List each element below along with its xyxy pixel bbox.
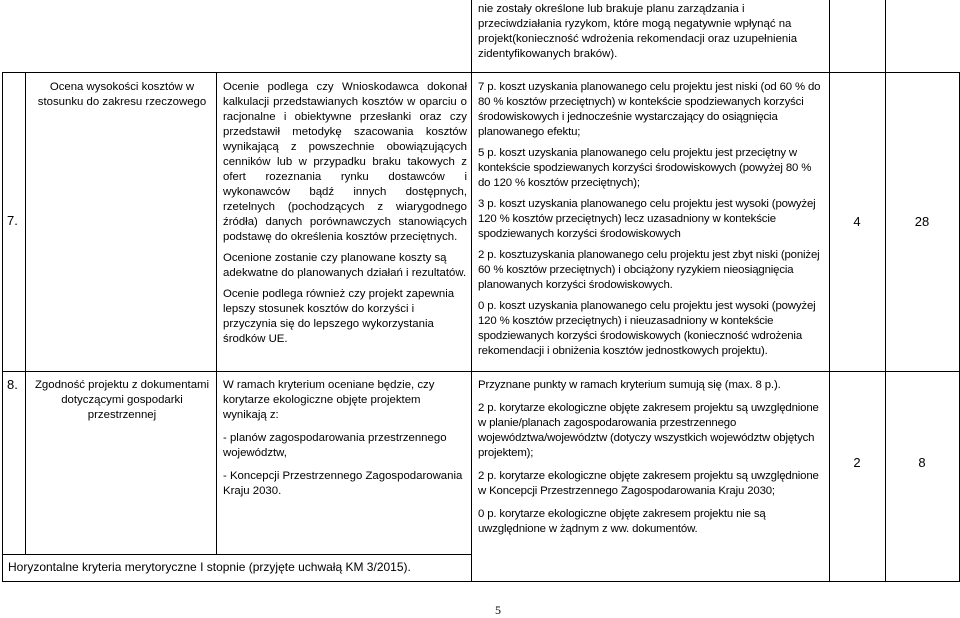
row8-weight: 2 bbox=[853, 455, 861, 470]
row7-score-5: 5 p. koszt uzyskania planowanego celu projektu jest przeciętny w kontekście spodziewanych korzyści środowiskowych (powyżej 80 % do 120 % kosztów przeciętnych); bbox=[478, 147, 812, 189]
row7-number: 7. bbox=[7, 213, 18, 228]
row8-description bbox=[223, 378, 467, 499]
row7-max-points: 28 bbox=[914, 214, 930, 229]
col-divider-5 bbox=[885, 0, 886, 581]
table-border-bottom bbox=[2, 581, 960, 582]
row7-score-2: 2 p. kosztuzyskania planowanego celu projektu jest zbyt niski (poniżej 60 % kosztów przeciętnych) i obciążony ryzykiem nieosiągnięcia planowanych korzyści środowiskowych. bbox=[478, 249, 820, 291]
row7-criterion bbox=[31, 80, 213, 110]
footer-border-top bbox=[2, 554, 471, 555]
col-divider-4 bbox=[829, 0, 830, 581]
row7-score-3: 3 p. koszt uzyskania planowanego celu projektu jest wysoki (powyżej 120 % kosztów przeciętnych) lecz uzasadniony w kontekście spodziewanych korzyści środowiskowych bbox=[478, 198, 816, 240]
top-fragment-text: nie zostały określone lub brakuje planu zarządzania i przeciwdziałania ryzykom, które mogą negatywnie wpłynąć na projekt(konieczność wdrożenia rekomendacji oraz uzupełnienia zidentyfikowanych braków). bbox=[478, 3, 798, 60]
col-divider-1 bbox=[25, 72, 26, 554]
col-divider-3 bbox=[471, 0, 472, 581]
footer-note: Horyzontalne kryteria merytoryczne I stopnie (przyjęte uchwałą KM 3/2015). bbox=[8, 560, 411, 574]
table-border-left bbox=[2, 72, 3, 581]
col-divider-2 bbox=[216, 72, 217, 554]
row7-scoring bbox=[478, 80, 826, 359]
table-border-row8 bbox=[2, 371, 960, 372]
top-fragment bbox=[478, 2, 826, 62]
table-border-top bbox=[2, 72, 960, 73]
row8-desc-3: - Koncepcji Przestrzennego Zagospodarowania Kraju 2030. bbox=[223, 470, 463, 497]
row8-desc-2: - planów zagospodarowania przestrzennego województw, bbox=[223, 432, 447, 459]
row8-scoring bbox=[478, 378, 826, 537]
row8-score-2b: 2 p. korytarze ekologiczne objęte zakresem projektu są uwzględnione w Koncepcji Przestrzennego Zagospodarowania Kraju 2030; bbox=[478, 470, 819, 497]
row8-score-2a: 2 p. korytarze ekologiczne objęte zakresem projektu są uwzględnione w planie/planach zagospodarowania przestrzennego województwa/województw (dotyczy wszystkich województw objętych projektem); bbox=[478, 402, 819, 459]
row7-desc-2: Ocenione zostanie czy planowane koszty są adekwatne do planowanych działań i rezultatów. bbox=[223, 252, 467, 279]
row7-score-7: 7 p. koszt uzyskania planowanego celu projektu jest niski (od 60 % do 80 % kosztów przeciętnych) w kontekście spodziewanych korzyści środowiskowych i jednocześnie wystarczający do osiągnięcia planowanego efektu; bbox=[478, 81, 821, 138]
row8-max-points: 8 bbox=[918, 455, 926, 470]
row8-criterion-text: Zgodność projektu z dokumentami dotyczącymi gospodarki przestrzennej bbox=[34, 379, 210, 421]
row7-criterion-text: Ocena wysokości kosztów w stosunku do zakresu rzeczowego bbox=[37, 81, 207, 108]
row8-criterion bbox=[31, 378, 213, 423]
row8-score-intro: Przyznane punkty w ramach kryterium sumują się (max. 8 p.). bbox=[478, 379, 781, 391]
row7-description bbox=[223, 80, 467, 347]
row7-score-0: 0 p. koszt uzyskania planowanego celu projektu jest wysoki (powyżej 120 % kosztów przeciętnych) i nieuzasadniony w kontekście spodziewanych korzyści środowiskowych (konieczność wdrożenia rekomendacji i obniżenia kosztów jednostkowych projektu). bbox=[478, 300, 816, 357]
page-number: 5 bbox=[495, 603, 501, 617]
row8-desc-1: W ramach kryterium oceniane będzie, czy korytarze ekologiczne objęte projektem wynikają z: bbox=[223, 379, 435, 421]
row7-desc-3: Ocenie podlega również czy projekt zapewnia lepszy stosunek kosztów do korzyści i przyczynia się do lepszego wykorzystania środków UE. bbox=[223, 288, 455, 345]
row7-desc-1: Ocenie podlega czy Wnioskodawca dokonał kalkulacji przedstawianych kosztów w oparciu o racjonalne i obiektywne przesłanki oraz czy przedstawił metodykę szacowania kosztów wynikającą z powszechnie obowiązujących cenników lub w przypadku braku takowych z ofert rozeznania rynku dostawców i wykonawców bądź innych dostępnych, rzetelnych (pochodzących z wiarygodnego źródła) danych porównawczych stanowiących podstawę do określenia kosztów przeciętnych. bbox=[223, 81, 467, 243]
row8-score-0: 0 p. korytarze ekologiczne objęte zakresem projektu nie są uwzględnione w żądnym z ww. dokumentów. bbox=[478, 508, 766, 535]
row7-weight: 4 bbox=[853, 214, 861, 229]
row8-number: 8. bbox=[7, 377, 18, 392]
